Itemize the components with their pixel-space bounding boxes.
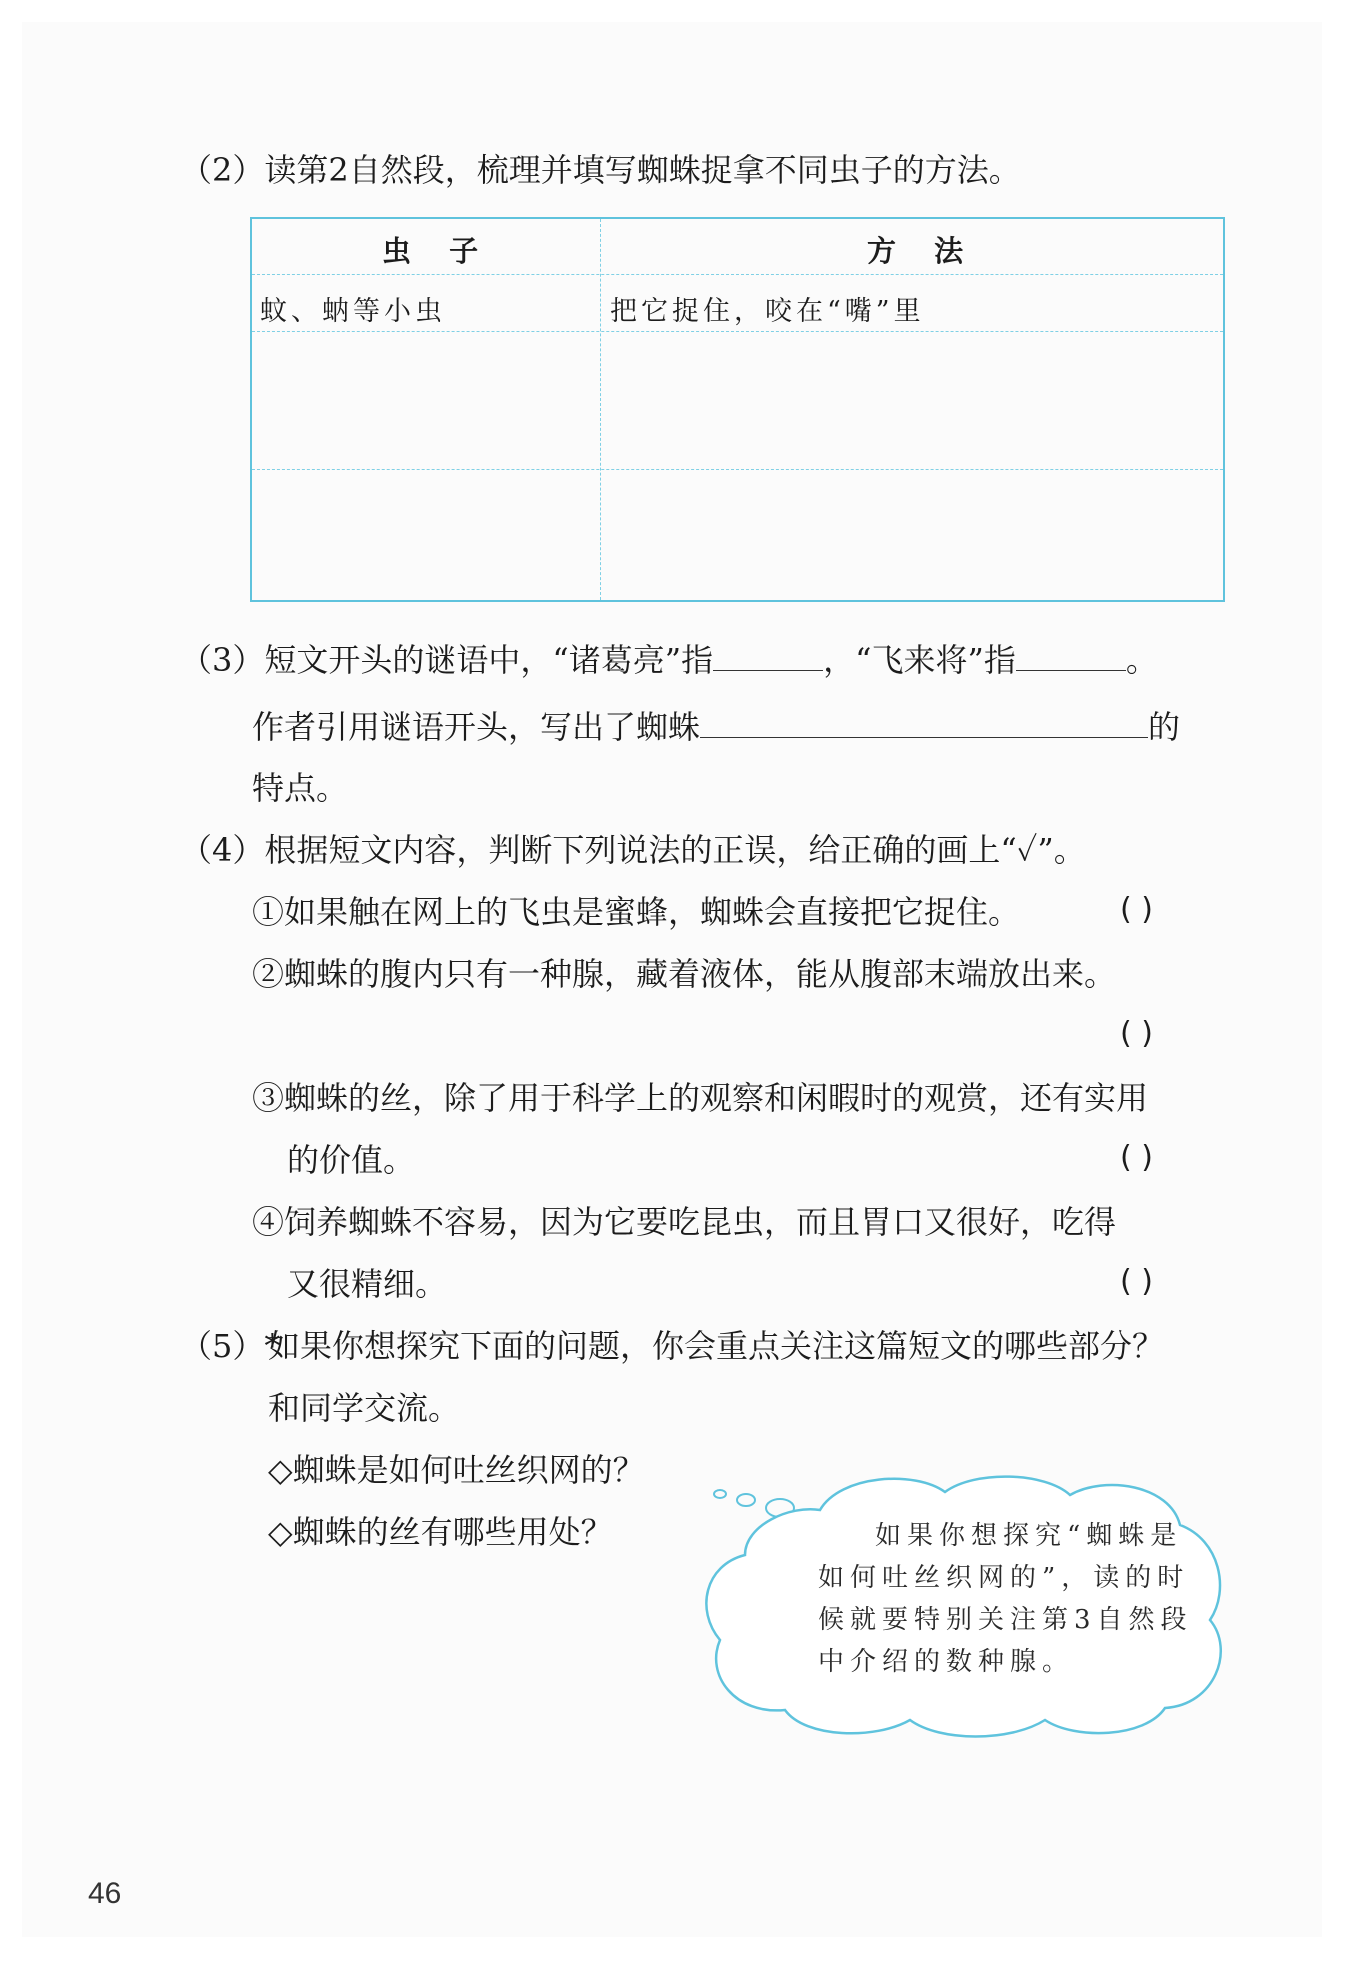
page-number: 46 — [88, 1877, 122, 1910]
q4-title: （4）根据短文内容，判断下列说法的正误，给正确的画上“✓”。 — [180, 831, 1086, 869]
q3-text: 的 — [1148, 708, 1181, 746]
q4-item-text: ④饲养蜘蛛不容易，因为它要吃昆虫，而且胃口又很好，吃得 — [252, 1203, 1117, 1241]
q5-line1: 如果你想探究下面的问题，你会重点关注这篇短文的哪些部分？ — [268, 1327, 1165, 1365]
judgment-paren[interactable]: ( ) — [1120, 892, 1153, 927]
q3-text: （3）短文开头的谜语中，“诸葛亮”指 — [180, 641, 714, 679]
q3-line2 — [252, 705, 1180, 747]
insect-method-table — [250, 217, 1225, 602]
q3-text: ，“飞来将”指 — [823, 641, 1016, 679]
table-column-divider — [600, 219, 601, 600]
table-header-method: 方 法 — [867, 234, 978, 268]
cloud-tip-line: 中介绍的数种腺。 — [818, 1647, 1075, 1677]
q5-label: （5）* — [180, 1327, 281, 1365]
q5-line2: 和同学交流。 — [268, 1389, 461, 1427]
answer-blank-spider-trait[interactable] — [700, 705, 1148, 738]
judgment-paren[interactable]: ( ) — [1120, 1264, 1153, 1299]
q3-line1 — [180, 638, 1158, 680]
table-cell-insect: 蚊、蚋等小虫 — [260, 296, 446, 327]
q4-item-text: ②蜘蛛的腹内只有一种腺，藏着液体，能从腹部末端放出来。 — [252, 955, 1117, 993]
table-cell-method: 把它捉住，咬在“嘴”里 — [610, 296, 925, 327]
cloud-tip-line: 候就要特别关注第3自然段 — [818, 1605, 1193, 1635]
judgment-paren[interactable]: ( ) — [1120, 1140, 1153, 1175]
answer-blank-feilaijiang[interactable] — [1016, 638, 1126, 671]
answer-cell-insect[interactable] — [252, 332, 600, 468]
answer-cell-insect[interactable] — [252, 470, 600, 600]
cloud-tip-line: 如果你想探究“蜘蛛是 — [875, 1521, 1183, 1551]
q4-item-text: 又很精细。 — [287, 1265, 448, 1303]
q4-item-text: 的价值。 — [287, 1141, 416, 1179]
table-row-divider — [252, 274, 1223, 275]
q3-line3: 特点。 — [252, 769, 349, 807]
q3-text: 作者引用谜语开头，写出了蜘蛛 — [252, 708, 701, 746]
judgment-paren[interactable]: ( ) — [1120, 1016, 1153, 1051]
q4-item-text: ①如果触在网上的飞虫是蜜蜂，蜘蛛会直接把它捉住。 — [252, 893, 1021, 931]
q4-item-text: ③蜘蛛的丝，除了用于科学上的观察和闲暇时的观赏，还有实用 — [252, 1079, 1149, 1117]
answer-cell-method[interactable] — [602, 332, 1222, 468]
cloud-tip-line: 如何吐丝织网的”，读的时 — [818, 1563, 1190, 1593]
q5-bullet: ◇蜘蛛的丝有哪些用处？ — [268, 1513, 613, 1551]
q3-text: 。 — [1125, 641, 1158, 679]
q2-title: （2）读第2自然段，梳理并填写蜘蛛捉拿不同虫子的方法。 — [180, 151, 1021, 189]
answer-blank-zhuge[interactable] — [713, 638, 823, 671]
table-header-insect: 虫 子 — [382, 234, 493, 268]
answer-cell-method[interactable] — [602, 470, 1222, 600]
q5-bullet: ◇蜘蛛是如何吐丝织网的？ — [268, 1451, 645, 1489]
